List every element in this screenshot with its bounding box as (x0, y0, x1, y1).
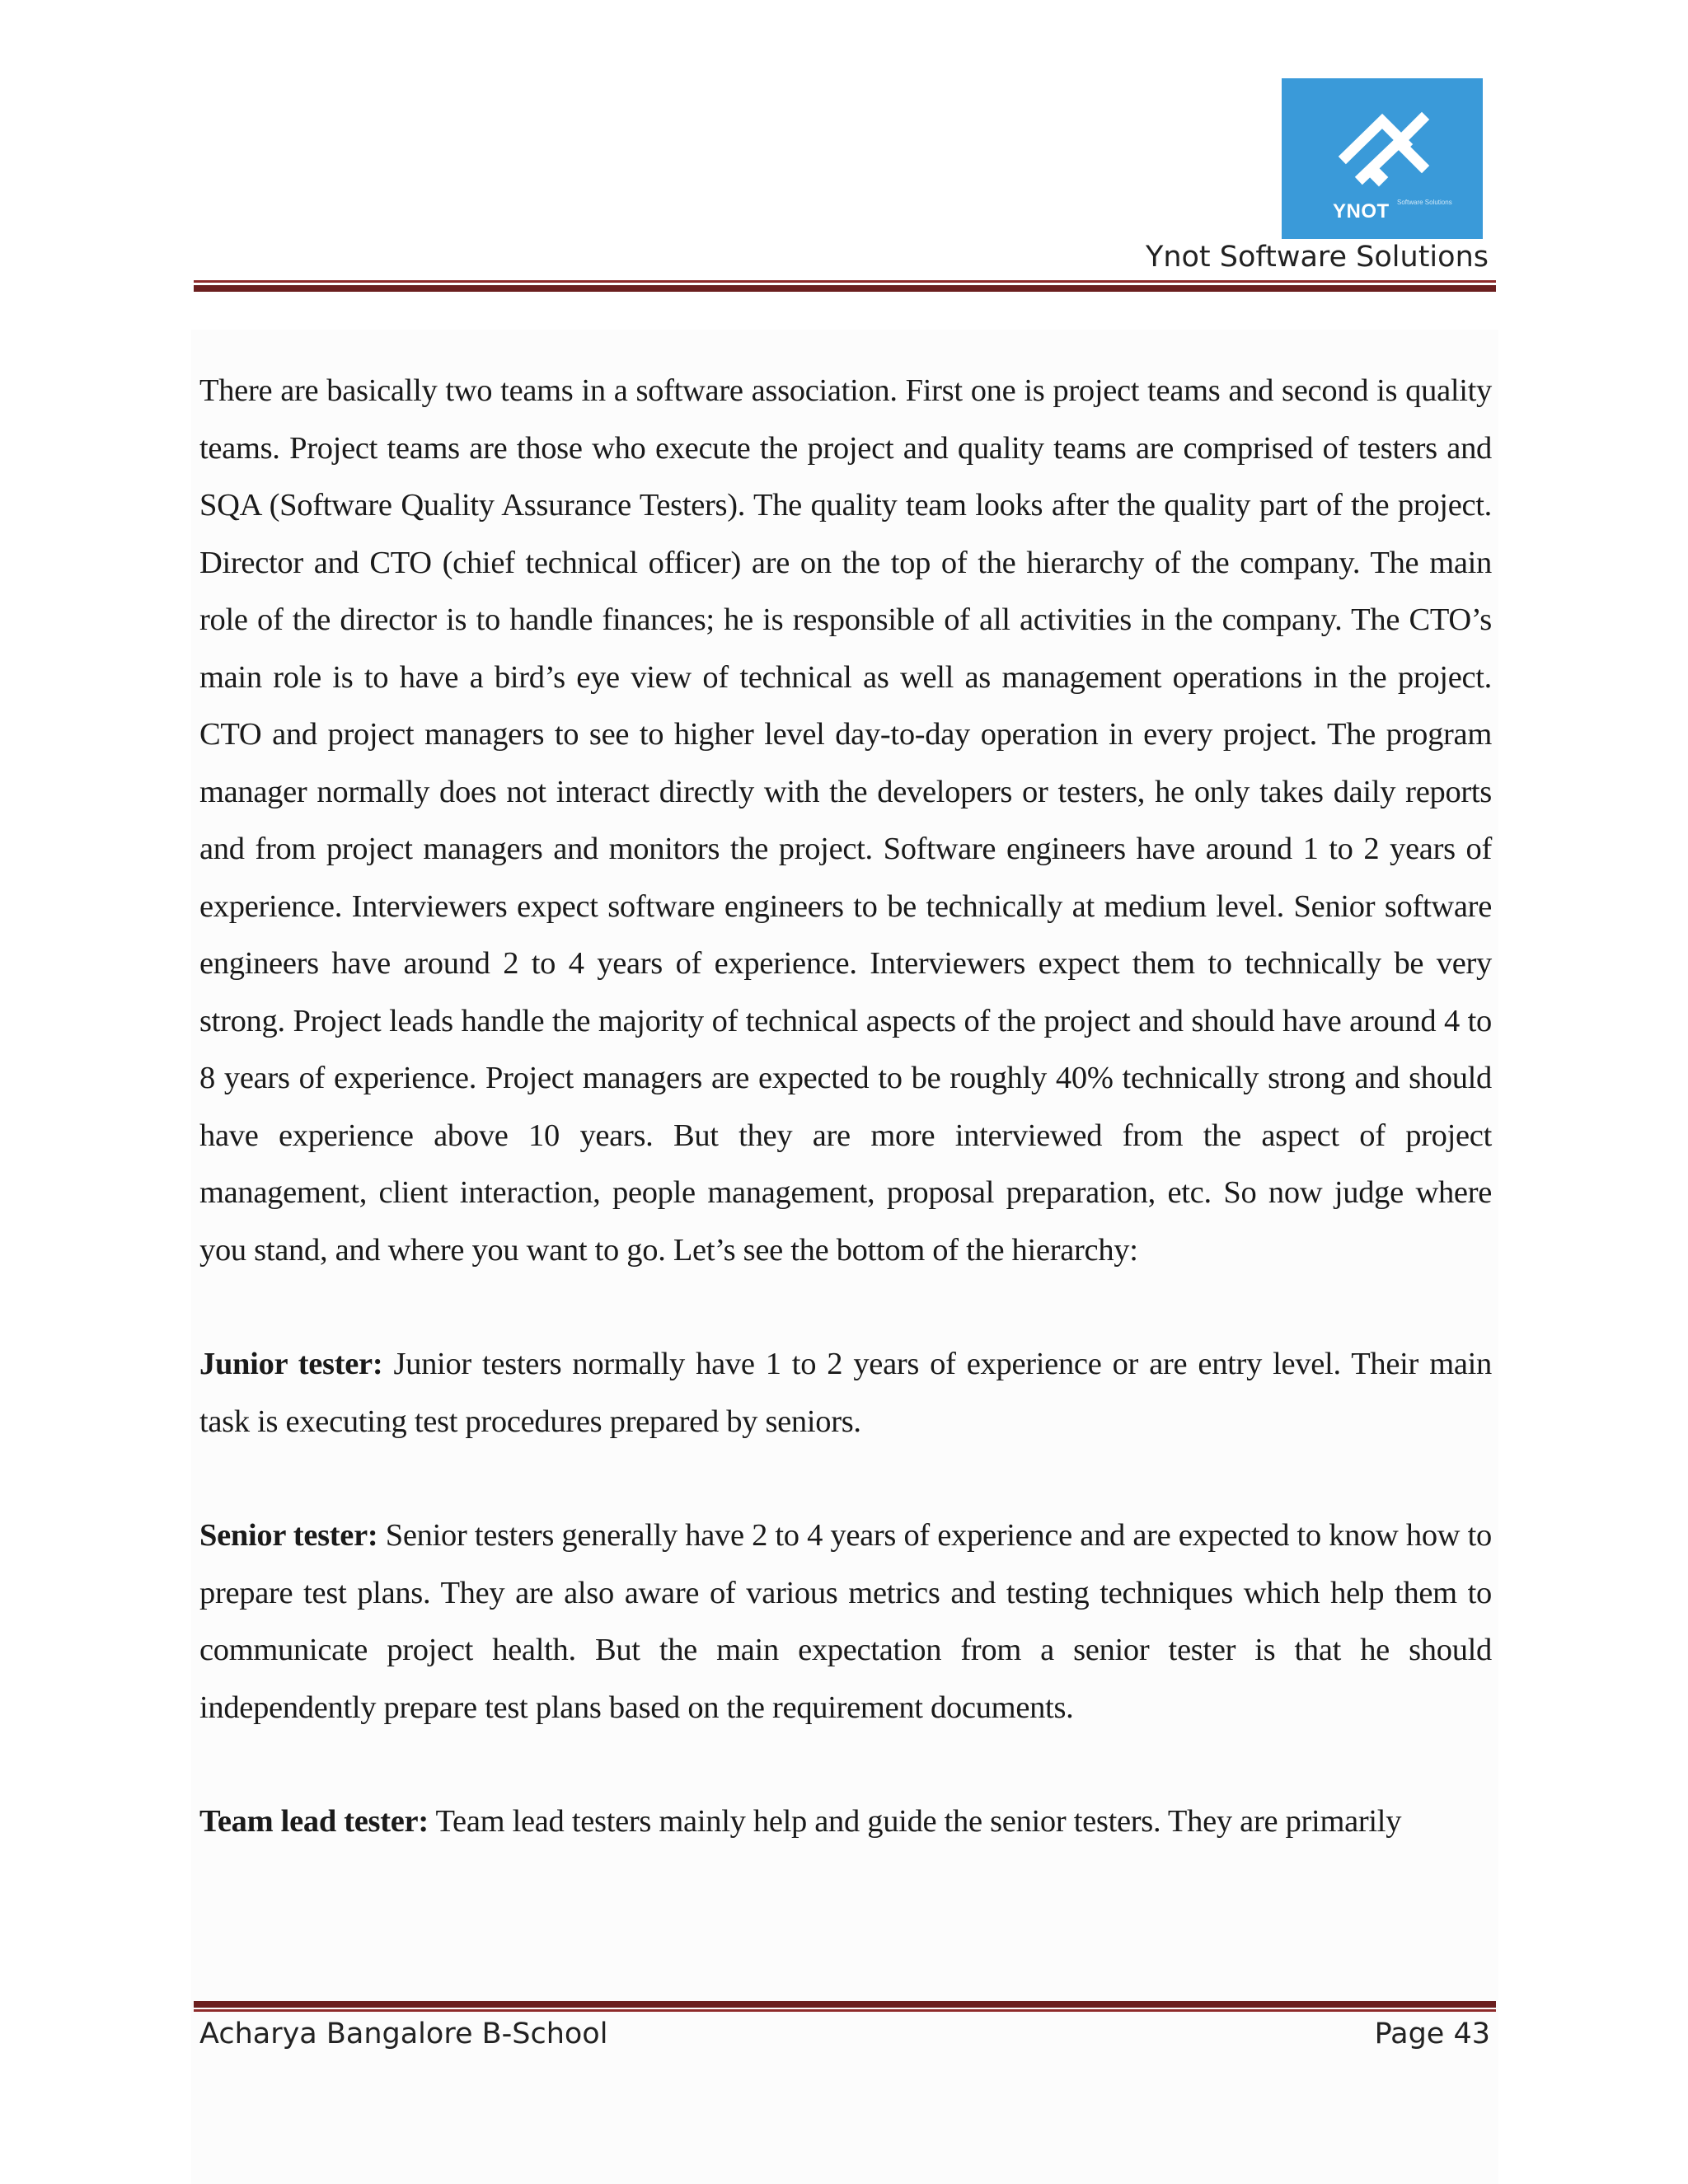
header-company-name: Ynot Software Solutions (1145, 241, 1489, 274)
role-term: Junior tester: (199, 1347, 383, 1381)
role-term: Team lead tester: (199, 1804, 429, 1839)
role-text: Team lead testers mainly help and guide the senior testers. They are primarily (428, 1804, 1402, 1839)
footer-rule-thin (194, 2009, 1496, 2012)
page-number: Page 43 (1374, 2018, 1490, 2050)
role-text: Junior testers normally have 1 to 2 years of experience or are entry level. Their main task is executing test procedures prepared by seniors. (199, 1347, 1492, 1439)
role-paragraph-senior (199, 1507, 1492, 1736)
footer-school-name: Acharya Bangalore B-School (199, 2018, 608, 2050)
header-rule-thin (194, 280, 1496, 283)
role-paragraph-junior (199, 1336, 1492, 1451)
logo-tagline: Software Solutions (1397, 199, 1452, 206)
company-logo (1282, 78, 1483, 239)
role-term: Senior tester: (199, 1518, 378, 1553)
role-text: Senior testers generally have 2 to 4 years of experience and are expected to know how to prepare test plans. They are also aware of various metrics and testing techniques which help them to communicate project health. But the main expectation from a senior tester is that he should independently prepare test plans based on the requirement documents. (199, 1518, 1492, 1725)
logo-wordmark: YNOT (1333, 200, 1390, 223)
page-body (199, 363, 1492, 1851)
footer-rule-thick (194, 2001, 1496, 2008)
header-rule-thick (194, 285, 1496, 292)
intro-paragraph: There are basically two teams in a software association. First one is project teams and second is quality teams. Project teams are those who execute the project and quality teams are comprised of testers and SQA (Software Quality Assurance Testers). The quality team looks after the quality part of the project. Director and CTO (chief technical officer) are on the top of the hierarchy of the company. The main role of the director is to handle finances; he is responsible of all activities in the company. The CTO’s main role is to have a bird’s eye view of technical as well as management operations in the project. CTO and project managers to see to higher level day-to-day operation in every project. The program manager normally does not interact directly with the developers or testers, he only takes daily reports and from project managers and monitors the project. Software engineers have around 1 to 2 years of experience. Interviewers expect software engineers to be technically at medium level. Senior software engineers have around 2 to 4 years of experience. Interviewers expect them to technically be very strong. Project leads handle the majority of technical aspects of the project and should have around 4 to 8 years of experience. Project managers are expected to be roughly 40% technically strong and should have experience above 10 years. But they are more interviewed from the aspect of project management, client interaction, people management, proposal preparation, etc. So now judge where you stand, and where you want to go. Let’s see the bottom of the hierarchy: (199, 373, 1492, 1268)
role-paragraph-team-lead (199, 1793, 1492, 1851)
